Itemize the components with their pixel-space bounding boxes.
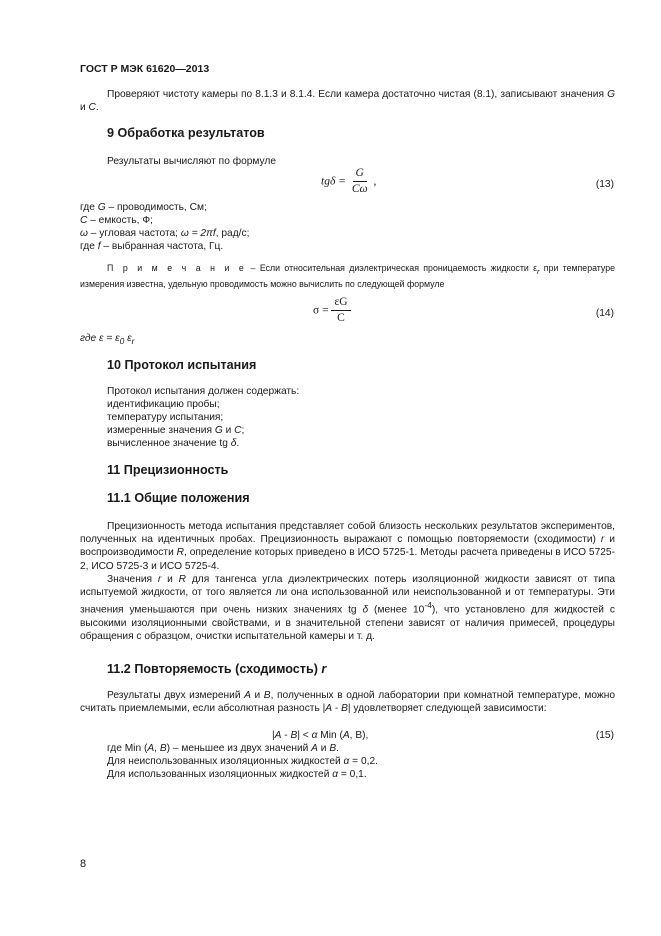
section-11-1-title: 11.1 Общие положения (107, 491, 250, 505)
protocol-semi: ; (241, 425, 245, 436)
protocol-item: идентификацию пробы; (107, 399, 220, 410)
p2-a: Значения (107, 574, 158, 585)
note-label: П р и м е ч а н и е (107, 263, 247, 273)
p3-a: Результаты двух измерений (107, 690, 245, 701)
var-B: B (341, 703, 348, 715)
def-f (80, 240, 223, 253)
formula-13-denominator: Cω (351, 183, 368, 196)
p3-d: - (332, 703, 342, 715)
min-d: и (317, 743, 330, 754)
var-A: A (311, 743, 318, 754)
def-var: C (80, 215, 88, 226)
document-header: ГОСТ Р МЭК 61620—2013 (80, 63, 210, 75)
var-g: G (214, 425, 223, 436)
protocol-item (107, 437, 239, 450)
formula-13-numerator: G (353, 167, 367, 182)
intro-paragraph (80, 88, 615, 114)
def-var: G (97, 202, 106, 213)
p1-text: Прецизионность метода испытания представляет собой близость нескольких результатов экспериментов, полученных на идентичных пробах. Прецизионность выражают с помощью повторяемости (сходимости) (80, 521, 615, 546)
eps-mid: ε (124, 333, 132, 344)
protocol-item (107, 424, 244, 437)
var-r: r (600, 534, 605, 546)
var-g: G (607, 89, 615, 100)
def-text: – емкость, Ф; (87, 215, 153, 226)
formula-intro: Результаты вычисляют по формуле (107, 156, 277, 167)
f15-c: | < (297, 730, 312, 741)
def-lead: где (80, 202, 98, 213)
def-omega (80, 227, 249, 240)
formula-13-fraction (349, 167, 371, 196)
where-epsilon (80, 332, 135, 348)
var-A: A (244, 690, 251, 701)
var-alpha: α (311, 730, 318, 741)
min-b: , (154, 743, 160, 754)
intro-text: Проверяют чистоту камеры по 8.1.3 и 8.1.4. Если камера достаточно чистая (8.1), записывают значения (107, 89, 608, 100)
var-alpha: α (343, 756, 350, 767)
var-delta: δ (230, 438, 237, 449)
section-11-2-title (107, 662, 326, 677)
formula-14-denominator: C (337, 312, 345, 325)
def-lead: где (80, 241, 98, 252)
var-delta: δ (362, 604, 369, 616)
p2-exponent: -4 (424, 600, 432, 611)
var-B: B (159, 743, 167, 754)
unused-value: = 0,2. (349, 756, 378, 767)
formula-13-tail: , (370, 175, 377, 188)
protocol-dot: . (236, 438, 240, 449)
min-c: ) – меньшее из двух значений (166, 743, 312, 754)
used-value: = 0,1. (338, 769, 367, 780)
formula-14-lhs: σ = (313, 304, 332, 317)
equation-number-13: (13) (595, 179, 614, 190)
f15-a: | (272, 730, 275, 741)
var-A: A (147, 743, 155, 754)
section-9-title: 9 Обработка результатов (107, 126, 265, 140)
p2-e: ), что установлено для жидкостей с высокими изоляционными свойствами, и в значительной степени зависят от наличия примесей, процедуры обращения с образцом, очистки испытательной камеры и т. д. (80, 604, 615, 643)
protocol-item-text: измеренные значения (107, 425, 215, 436)
section-11-title: 11 Прецизионность (107, 463, 229, 477)
f15-b: - (281, 730, 291, 741)
var-B: B (329, 743, 337, 754)
min-a: где Min ( (107, 743, 148, 754)
f15-d: Min ( (317, 730, 343, 741)
formula-13-lhs: tgδ = (321, 175, 349, 188)
var-r: r (157, 574, 162, 585)
protocol-item: Протокол испытания должен содержать: (107, 386, 300, 397)
var-c: C (234, 425, 242, 436)
eps-sub-r: r (131, 336, 135, 347)
precision-paragraph-1 (80, 520, 615, 573)
p2-c: для тангенса угла диэлектрических потерь изоляционной жидкости зависят от типа испытуемой жидкости, от того является ли она использованной или неиспользованной и от температуры. Эти значения уменьшаются при очень низких значениях tg (80, 574, 615, 616)
var-alpha: α (332, 769, 339, 780)
eps-sub-0: 0 (119, 336, 125, 347)
unused-text: Для неиспользованных изоляционных жидкостей (107, 756, 344, 767)
def-text: – проводимость, См; (105, 202, 207, 213)
note-text-2: при температуре измерения известна, удельную проводимость можно вычислить по следующей формуле (80, 263, 615, 289)
def-var: ω (80, 228, 88, 239)
p3-e: | удовлетворяет следующей зависимости: (347, 703, 547, 715)
var-c: C (88, 102, 96, 114)
def-omega-formula: ω = 2πf (180, 228, 216, 239)
equation-number-14: (14) (595, 308, 614, 319)
min-e: . (336, 743, 339, 754)
def-g (80, 201, 207, 214)
formula-15 (272, 729, 368, 742)
note-paragraph (80, 262, 615, 290)
section-11-2-text: 11.2 Повторяемость (сходимость) (107, 662, 322, 676)
repeatability-paragraph (80, 689, 615, 715)
p3-b: и (250, 690, 264, 701)
equation-number-15: (15) (595, 730, 614, 741)
p1-end: , определение которых приведено в ИСО 5725-1. Методы расчета приведены в ИСО 5725-2, ИСО 5725-3 и ИСО 5725-4. (80, 547, 615, 572)
def-c (80, 214, 153, 227)
def-var: f (97, 241, 101, 252)
protocol-and: и (222, 425, 235, 436)
var-A: A (342, 730, 350, 741)
used-text: Для использованных изоляционных жидкостей (107, 769, 333, 780)
p3-c: , полученных в одной лаборатории при комнатной температуре, можно считать приемлемыми, если абсолютная разность | (80, 690, 615, 715)
formula-14-numerator: εG (331, 296, 350, 311)
protocol-item: температуру испытания; (107, 412, 224, 423)
page-number: 8 (80, 858, 87, 870)
f15-e: , B), (349, 730, 369, 741)
var-R: R (176, 547, 184, 559)
protocol-item-text: вычисленное значение tg (107, 438, 231, 449)
note-text: – Если относительная диэлектрическая проницаемость жидкости ε (246, 263, 538, 273)
p1-mid: и воспроизводимости (80, 534, 615, 559)
var-A: A (274, 730, 282, 741)
section-10-title: 10 Протокол испытания (107, 358, 257, 372)
used-liquids-line (107, 768, 367, 781)
var-r: r (321, 662, 327, 676)
def-text: – угловая частота; (87, 228, 181, 239)
formula-14 (313, 296, 351, 325)
unused-liquids-line (107, 755, 378, 768)
min-definition (107, 742, 339, 755)
p2-d: (менее 10 (368, 604, 425, 616)
intro-end: . (95, 102, 99, 114)
var-A: A (325, 703, 333, 715)
formula-14-fraction (331, 296, 350, 325)
def-tail: , рад/с; (215, 228, 250, 239)
precision-paragraph-2 (80, 573, 615, 643)
where-eps-text: где ε = ε (80, 333, 120, 344)
def-text: – выбранная частота, Гц. (100, 241, 224, 252)
note-sub: r (537, 266, 540, 276)
var-B: B (263, 690, 271, 701)
var-B: B (290, 730, 298, 741)
p2-b: и (161, 574, 179, 585)
intro-and: и (80, 102, 89, 114)
formula-13 (321, 167, 376, 196)
var-R: R (178, 574, 186, 585)
